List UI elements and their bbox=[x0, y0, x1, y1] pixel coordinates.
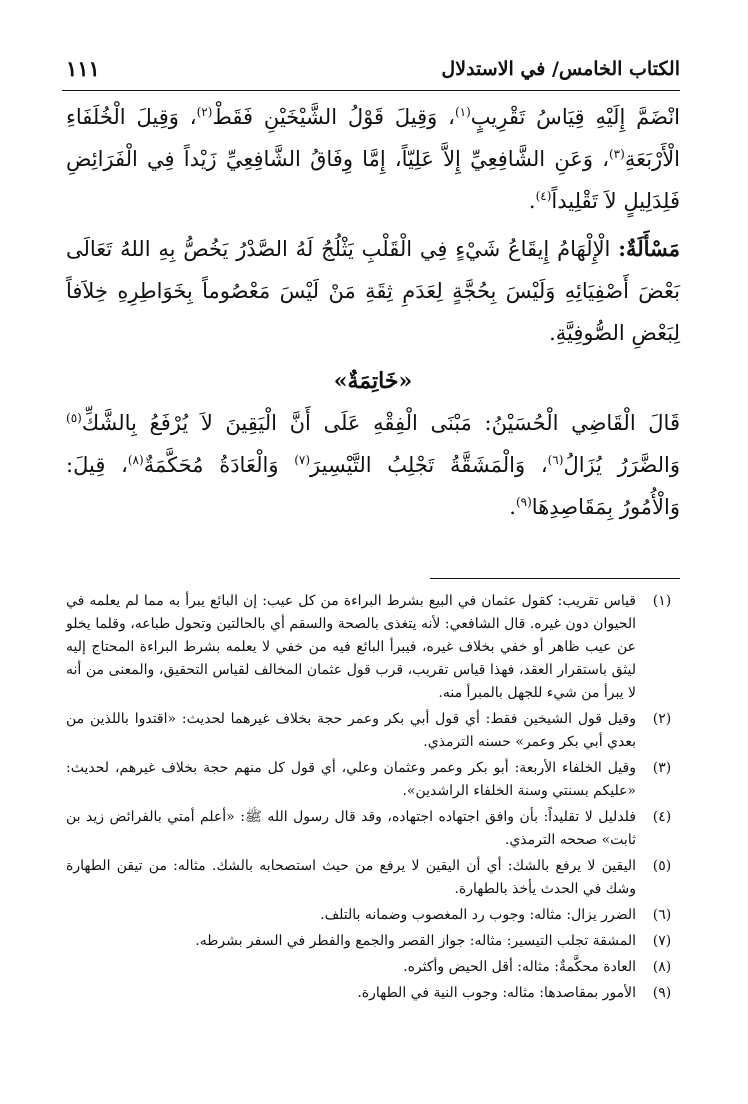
footnote-text: الأمور بمقاصدها: مثاله: وجوب النية في الطهارة. bbox=[357, 985, 636, 1001]
footnote-text: الضرر يزال: مثاله: وجوب رد المغصوب وضمانه بالتلف. bbox=[320, 907, 636, 923]
paragraph-3 bbox=[66, 402, 680, 528]
footnote-text: اليقين لا يرفع بالشك: أي أن اليقين لا يرفع من حيث استصحابه بالشك. مثاله: من تيقن الطهارة وشك في الحدث يأخذ بالطهارة. bbox=[66, 858, 636, 897]
footnote-number: (٣) bbox=[652, 760, 672, 776]
paragraph-1 bbox=[66, 96, 680, 222]
footnotes bbox=[66, 590, 680, 1008]
footnote-4 bbox=[66, 806, 680, 852]
footnote-number: (٢) bbox=[652, 711, 672, 727]
footnote-text: وقيل الخلفاء الأربعة: أبو بكر وعمر وعثمان وعلي، أي قول كل منهم حجة بخلاف غيرهم، لحديث: «عليكم بسنتي وسنة الخلفاء الراشدين». bbox=[66, 760, 636, 799]
text-segment: وَالضَّرَرُ يُزَالُ bbox=[563, 453, 680, 477]
footnote-text: قياس تقريب: كقول عثمان في البيع بشرط البراءة من كل عيب: إن البائع يبرأ به مما لم يعلمه في الحيوان دون غيره. قال الشافعي: لأنه يتغذى بالصحة والسقم أي بالحالتين وتحول طباعه، وقلما يخلو عن عيب ظاهر أو خفي بخلاف غيره، فيبرأ البائع فيه من خفي لا يعلمه بشرط البراءة المحتاج إليه ليثق باستقرار العقد، فهذا قياس تقريب، قرب قول عثمان المخالف لقياس التحقيق، والمعنى من أنه لا يبرأ من شيء للجهل بالمبرأ منه. bbox=[66, 593, 636, 701]
text-segment: ، وَقِيلَ قَوْلُ الشَّيْخَيْنِ فَقَطْ bbox=[212, 105, 455, 129]
footnote-text: المشقة تجلب التيسير: مثاله: جواز القصر والجمع والفطر في السفر بشرطه. bbox=[195, 933, 636, 949]
footnote-text: فلدليل لا تقليداً: بأن وافق اجتهاده اجتهاده، وقد قال رسول الله ﷺ: «أعلم أمتي بالفرائض زيد بن ثابت» صححه الترمذي. bbox=[66, 809, 636, 848]
text-segment: ، وَقِيلَ الْخُلَفَاءِ الْأَرْبَعَةِ bbox=[66, 105, 680, 171]
footnote-ref-5: (٥) bbox=[66, 411, 82, 425]
footnote-8 bbox=[66, 956, 680, 979]
footnote-ref-2: (٢) bbox=[196, 105, 213, 119]
footnote-text: العادة محكَّمةٌ: مثاله: أقل الحيض وأكثره. bbox=[403, 959, 636, 975]
footnote-number: (٤) bbox=[652, 809, 672, 825]
footnote-ref-8: (٨) bbox=[127, 453, 144, 467]
masala-label: مَسْأَلَةٌ: bbox=[618, 236, 680, 261]
footnote-number: (٩) bbox=[652, 985, 672, 1001]
footnote-1 bbox=[66, 590, 680, 705]
text-segment: . bbox=[528, 189, 536, 213]
text-segment: قَالَ الْقَاضِي الْحُسَيْنُ: مَبْنَى الْفِقْهِ عَلَى أَنَّ الْيَقِينَ لاَ يُرْفَعُ بِالشَّكِّ bbox=[81, 411, 680, 435]
footnote-ref-4: (٤) bbox=[535, 189, 552, 203]
footnote-text: وقيل قول الشيخين فقط: أي قول أبي بكر وعمر حجة بخلاف غيرهما لحديث: «اقتدوا باللذين من بعدي أبي بكر وعمر» حسنه الترمذي. bbox=[66, 711, 636, 750]
footnote-9 bbox=[66, 982, 680, 1005]
running-title: الكتاب الخامس/ في الاستدلال bbox=[441, 58, 680, 80]
footnote-ref-3: (٣) bbox=[608, 147, 625, 161]
footnote-number: (٨) bbox=[652, 959, 672, 975]
footnote-number: (٥) bbox=[652, 858, 672, 874]
section-heading: «خَاتِمَةٌ» bbox=[333, 368, 413, 394]
text-segment: الْإِلْهَامُ إِيقَاعُ شَيْءٍ فِي الْقَلْبِ يَثْلُجُ لَهُ الصَّدْرُ يَخُصُّ بِهِ اللهُ تَعَالَى بَعْضَ أَصْفِيَائِهِ وَلَيْسَ بِحُجَّةٍ لِعَدَمِ ثِقَةِ مَنْ لَيْسَ مَعْصُوماً بِخَوَاطِرِهِ خِلاَفاً لِبَعْضِ الصُّوفِيَّةِ. bbox=[66, 237, 680, 345]
text-segment: انْضَمَّ إِلَيْهِ قِيَاسُ تَقْرِيبٍ bbox=[470, 105, 681, 129]
footnote-ref-7: (٧) bbox=[294, 453, 311, 467]
footnote-ref-6: (٦) bbox=[547, 453, 564, 467]
footnote-number: (٧) bbox=[652, 933, 672, 949]
footnote-5 bbox=[66, 855, 680, 901]
main-text bbox=[66, 96, 680, 534]
text-segment: . bbox=[509, 495, 516, 519]
text-segment: وَالْعَادَةُ مُحَكَّمَةٌ bbox=[143, 453, 295, 477]
footnote-number: (٦) bbox=[652, 907, 672, 923]
footnote-number: (١) bbox=[652, 593, 672, 609]
footnote-separator bbox=[430, 578, 680, 579]
footnote-ref-1: (١) bbox=[454, 105, 471, 119]
footnote-7 bbox=[66, 930, 680, 953]
footnote-2 bbox=[66, 708, 680, 754]
page-header bbox=[62, 56, 680, 91]
paragraph-masala bbox=[66, 228, 680, 354]
footnote-6 bbox=[66, 904, 680, 927]
text-segment: ، وَالْمَشَقَّةُ تَجْلِبُ التَّيْسِيرَ bbox=[310, 453, 548, 477]
footnote-ref-9: (٩) bbox=[515, 495, 532, 509]
text-segment: ، وَعَنِ الشَّافِعِيِّ إِلاَّ عَلِيّاً، إِمَّا وِفَاقُ الشَّافِعِيِّ زَيْداً فِي الْفَرَائِضِ فَلِدَلِيلٍ لاَ تَقْلِيداً bbox=[66, 147, 680, 213]
footnote-3 bbox=[66, 757, 680, 803]
page-number: ١١١ bbox=[66, 56, 100, 81]
text-segment: ، قِيلَ: وَالْأُمُورُ بِمَقَاصِدِهَا bbox=[66, 453, 680, 519]
